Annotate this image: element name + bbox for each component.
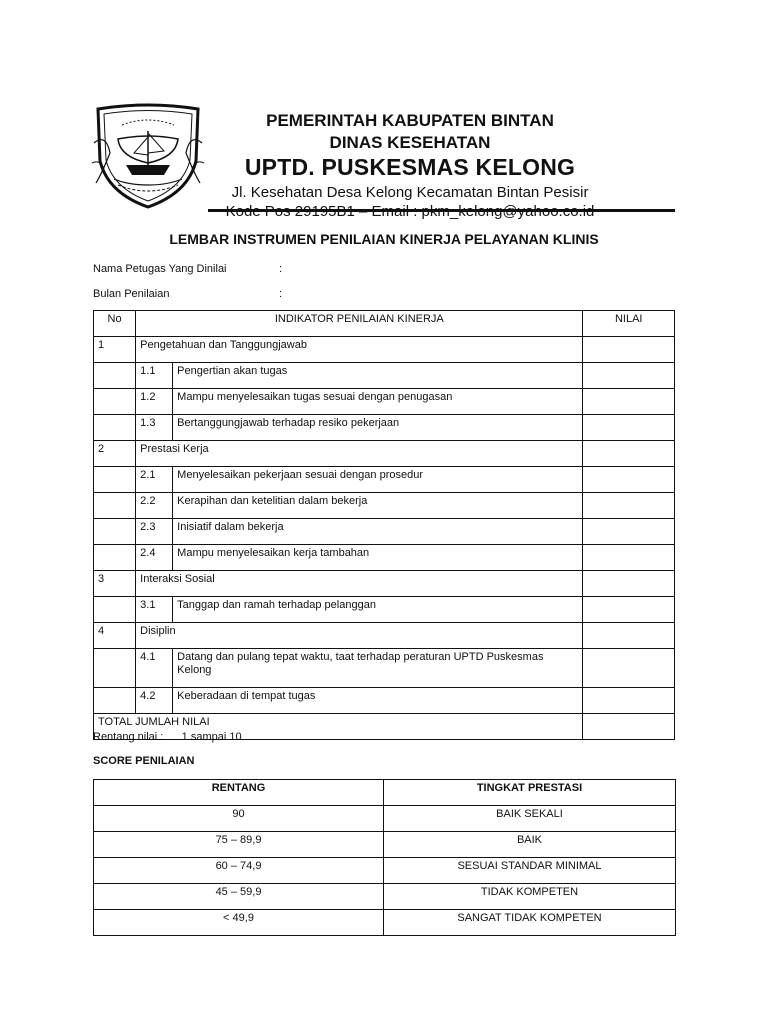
value-cell[interactable] <box>583 688 675 714</box>
address: Jl. Kesehatan Desa Kelong Kecamatan Bintan Pesisir <box>231 184 589 201</box>
item-no: 1.1 <box>136 363 173 389</box>
item-row <box>94 649 675 688</box>
letterhead <box>200 111 620 221</box>
group-title: Disiplin <box>136 623 583 649</box>
item-text: Menyelesaikan pekerjaan sesuai dengan prosedur <box>173 467 583 493</box>
value-cell[interactable] <box>583 337 675 363</box>
value-cell[interactable] <box>583 493 675 519</box>
item-row <box>94 688 675 714</box>
field-separator: : <box>279 288 283 300</box>
item-text: Tanggap dan ramah terhadap pelanggan <box>173 597 583 623</box>
score-level: SANGAT TIDAK KOMPETEN <box>384 910 676 936</box>
score-range: 75 – 89,9 <box>94 832 384 858</box>
item-no: 4.1 <box>136 649 173 688</box>
item-row <box>94 389 675 415</box>
item-text: Pengertian akan tugas <box>173 363 583 389</box>
contact-info: Kode Pos 29195B1 – Email : pkm_kelong@yahoo.co.id <box>225 203 595 220</box>
group-no: 3 <box>94 571 136 597</box>
value-cell[interactable] <box>583 441 675 467</box>
item-row <box>94 597 675 623</box>
group-title: Interaksi Sosial <box>136 571 583 597</box>
item-row <box>94 545 675 571</box>
item-no: 2.4 <box>136 545 173 571</box>
group-no: 2 <box>94 441 136 467</box>
header-indicator: INDIKATOR PENILAIAN KINERJA <box>136 311 583 337</box>
group-no: 1 <box>94 337 136 363</box>
group-title: Pengetahuan dan Tanggungjawab <box>136 337 583 363</box>
assessment-month-field <box>93 288 282 300</box>
score-header-range: RENTANG <box>94 780 384 806</box>
score-level: TIDAK KOMPETEN <box>384 884 676 910</box>
score-row <box>94 806 676 832</box>
score-table <box>93 779 676 936</box>
group-row <box>94 623 675 649</box>
score-range: 60 – 74,9 <box>94 858 384 884</box>
item-no: 1.2 <box>136 389 173 415</box>
score-range: 45 – 59,9 <box>94 884 384 910</box>
score-level: BAIK <box>384 832 676 858</box>
score-header-row <box>94 780 676 806</box>
score-range-note <box>93 731 242 743</box>
range-value: 1 sampai 10 <box>181 731 242 743</box>
item-no: 1.3 <box>136 415 173 441</box>
value-cell[interactable] <box>583 623 675 649</box>
item-text: Kerapihan dan ketelitian dalam bekerja <box>173 493 583 519</box>
value-cell[interactable] <box>583 415 675 441</box>
item-row <box>94 519 675 545</box>
item-no: 2.3 <box>136 519 173 545</box>
item-row <box>94 493 675 519</box>
government-name: PEMERINTAH KABUPATEN BINTAN <box>266 111 554 130</box>
value-cell[interactable] <box>583 545 675 571</box>
institution-name: UPTD. PUSKESMAS KELONG <box>244 154 576 180</box>
value-cell[interactable] <box>583 467 675 493</box>
item-text: Bertanggungjawab terhadap resiko pekerjaan <box>173 415 583 441</box>
item-text: Inisiatif dalam bekerja <box>173 519 583 545</box>
item-row <box>94 467 675 493</box>
item-row <box>94 363 675 389</box>
score-row <box>94 910 676 936</box>
range-label: Rentang nilai : <box>93 731 164 743</box>
item-text: Keberadaan di tempat tugas <box>173 688 583 714</box>
header-value: NILAI <box>583 311 675 337</box>
field-label: Nama Petugas Yang Dinilai <box>93 263 227 275</box>
document-title: LEMBAR INSTRUMEN PENILAIAN KINERJA PELAYANAN KLINIS <box>169 231 599 247</box>
group-row <box>94 441 675 467</box>
item-text: Mampu menyelesaikan kerja tambahan <box>173 545 583 571</box>
letterhead-divider <box>208 209 675 212</box>
item-no: 3.1 <box>136 597 173 623</box>
department-name: DINAS KESEHATAN <box>329 133 491 152</box>
value-cell[interactable] <box>583 571 675 597</box>
employee-name-field <box>93 263 282 275</box>
item-text: Datang dan pulang tepat waktu, taat terhadap peraturan UPTD Puskesmas Kelong <box>173 649 583 688</box>
group-no: 4 <box>94 623 136 649</box>
score-row <box>94 884 676 910</box>
total-value-cell[interactable] <box>583 714 675 740</box>
kabupaten-bintan-emblem-icon <box>88 103 208 211</box>
item-no: 2.1 <box>136 467 173 493</box>
assessment-table <box>93 310 675 740</box>
item-no: 2.2 <box>136 493 173 519</box>
score-section-title: SCORE PENILAIAN <box>93 755 195 767</box>
value-cell[interactable] <box>583 649 675 688</box>
item-no: 4.2 <box>136 688 173 714</box>
field-separator: : <box>279 263 283 275</box>
score-header-level: TINGKAT PRESTASI <box>384 780 676 806</box>
item-text: Mampu menyelesaikan tugas sesuai dengan penugasan <box>173 389 583 415</box>
score-level: SESUAI STANDAR MINIMAL <box>384 858 676 884</box>
group-row <box>94 571 675 597</box>
score-level: BAIK SEKALI <box>384 806 676 832</box>
value-cell[interactable] <box>583 519 675 545</box>
score-range: 90 <box>94 806 384 832</box>
score-row <box>94 832 676 858</box>
item-row <box>94 415 675 441</box>
group-row <box>94 337 675 363</box>
value-cell[interactable] <box>583 363 675 389</box>
value-cell[interactable] <box>583 597 675 623</box>
header-no: No <box>94 311 136 337</box>
group-title: Prestasi Kerja <box>136 441 583 467</box>
score-row <box>94 858 676 884</box>
total-label: TOTAL JUMLAH NILAI <box>94 714 583 740</box>
field-label: Bulan Penilaian <box>93 288 170 300</box>
score-range: < 49,9 <box>94 910 384 936</box>
table-header-row <box>94 311 675 337</box>
value-cell[interactable] <box>583 389 675 415</box>
